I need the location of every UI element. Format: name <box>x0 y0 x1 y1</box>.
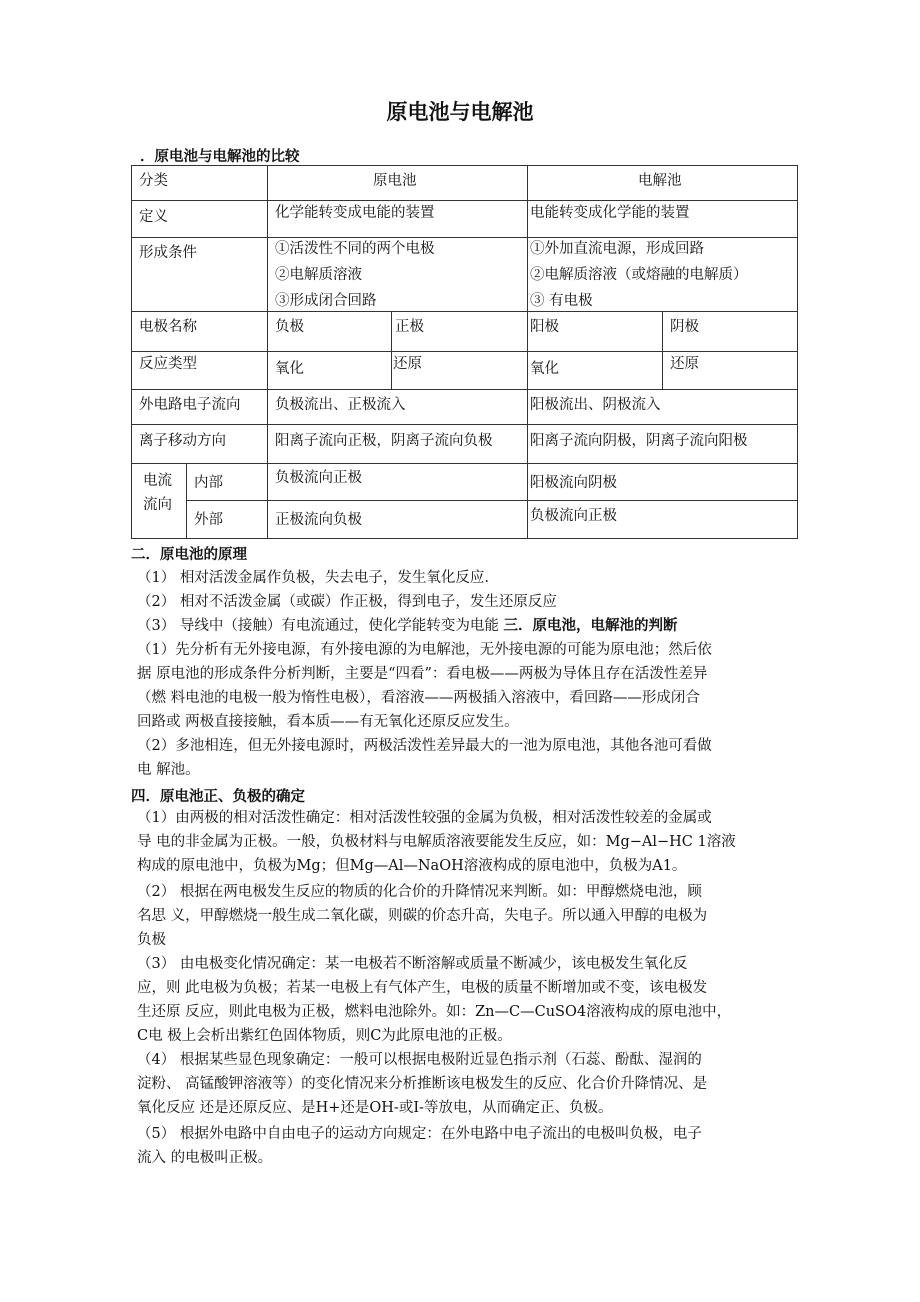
judgement-line-4: 回路或 两极直接接触，看本质——有无氧化还原反应发生。 <box>137 714 519 730</box>
principle-item-2: （2） 相对不活泼金属（或碳）作正极，得到电子，发生还原反应 <box>137 594 557 610</box>
galvanic-internal-current: 负极流向正极 <box>275 470 362 486</box>
electrolytic-internal-current: 阳极流向阴极 <box>530 475 617 491</box>
electrode-line-5: 名思 义，甲醇燃烧一般生成二氧化碳，则碳的价态升高，失电子。所以通入甲醇的电极为 <box>137 908 708 924</box>
page-title: 原电池与电解池 <box>386 100 534 124</box>
principle-line-3 <box>137 614 677 638</box>
electrode-line-6: 负极 <box>137 932 166 948</box>
electrolytic-ion-movement: 阳离子流向阴极，阴离子流向阳极 <box>530 433 748 449</box>
electrolytic-condition-2: ②电解质溶液（或熔融的电解质） <box>530 267 748 283</box>
electrode-line-15: 流入 的电极叫正极。 <box>137 1150 273 1166</box>
section-heading-comparison: ．原电池与电解池的比较 <box>140 149 300 165</box>
electrode-line-11: （4） 根据某些显色现象确定：一般可以根据电极附近显色指示剂（石蕊、酚酞、湿润的 <box>137 1052 702 1068</box>
galvanic-ion-movement: 阳离子流向正极，阴离子流向负极 <box>275 433 493 449</box>
section-heading-judgement: 三．原电池，电解池的判断 <box>503 618 678 634</box>
row-label-electrode-names: 电极名称 <box>139 319 197 335</box>
section-heading-electrodes: 四．原电池正、负极的确定 <box>131 789 305 805</box>
electrode-line-14: （5） 根据外电路中自由电子的运动方向规定：在外电路中电子流出的电极叫负极，电子 <box>137 1126 702 1142</box>
sublabel-external: 外部 <box>194 512 223 528</box>
judgement-line-2: 据 原电池的形成条件分析判断，主要是“四看”：看电极——两极为导体且存在活泼性差异 <box>137 666 708 682</box>
judgement-line-1: （1）先分析有无外接电源，有外接电源的为电解池，无外接电源的可能为原电池；然后依 <box>137 642 712 658</box>
galvanic-cathode-reaction: 还原 <box>393 356 422 372</box>
judgement-line-3: （燃 料电池的电极一般为惰性电极），看溶液——两极插入溶液中，看回路——形成闭合 <box>137 690 700 706</box>
electrolytic-condition-1: ①外加直流电源，形成回路 <box>530 241 704 257</box>
judgement-line-5: （2）多池相连，但无外接电源时，两极活泼性差异最大的一池为原电池，其他各池可看做 <box>137 738 712 754</box>
electrode-line-4: （2） 根据在两电极发生反应的物质的化合价的升降情况来判断。如：甲醇燃烧电池，顾 <box>137 884 702 900</box>
electrode-line-7: （3） 由电极变化情况确定：某一电极若不断溶解或质量不断减少，该电极发生氧化反 <box>137 956 688 972</box>
electrolytic-anode-name: 阳极 <box>530 319 559 335</box>
electrode-line-2: 导 电的非金属为正极。一般，负极材料与电解质溶液要能发生反应，如：Mg−Al−HC 1溶液 <box>137 834 736 850</box>
electrolytic-cathode-name: 阴极 <box>670 319 699 335</box>
electrolytic-anode-reaction: 氧化 <box>530 361 559 377</box>
principle-item-3: （3） 导线中（接触）有电流通过，使化学能转变为电能 <box>137 618 499 634</box>
electrode-line-1: （1）由两极的相对活泼性确定：相对活泼性较强的金属为负极，相对活泼性较差的金属或 <box>137 810 712 826</box>
table-header-galvanic: 原电池 <box>373 173 417 189</box>
row-label-ion-movement: 离子移动方向 <box>139 433 226 449</box>
electrode-line-13: 氧化反应 还是还原反应、是H+还是OH-或I-等放电，从而确定正、负极。 <box>137 1100 613 1116</box>
row-label-conditions: 形成条件 <box>139 245 197 261</box>
galvanic-external-current: 正极流向负极 <box>275 512 362 528</box>
electrode-line-10: C电 极上会析出紫红色固体物质，则C为此原电池的正极。 <box>137 1028 512 1044</box>
principle-item-1: （1） 相对活泼金属作负极，失去电子，发生氧化反应. <box>137 570 489 586</box>
galvanic-definition: 化学能转变成电能的装置 <box>275 205 435 221</box>
row-label-electron-flow: 外电路电子流向 <box>139 397 241 413</box>
row-label-definition: 定义 <box>139 209 168 225</box>
electrode-line-12: 淀粉、 高锰酸钾溶液等）的变化情况来分析推断该电极发生的反应、化合价升降情况、是 <box>137 1076 708 1092</box>
galvanic-condition-1: ①活泼性不同的两个电极 <box>275 241 435 257</box>
judgement-line-6: 电 解池。 <box>137 762 200 778</box>
table-header-category: 分类 <box>139 173 168 189</box>
electrode-line-8: 应，则 此电极为负极；若某一电极上有气体产生，电极的质量不断增加或不变，该电极发 <box>137 980 708 996</box>
electrode-line-3: 构成的原电池中，负极为Mg；但Mg—Al—NaOH溶液构成的原电池中，负极为A1。 <box>137 858 687 874</box>
electrolytic-condition-3: ③ 有电极 <box>530 293 593 309</box>
galvanic-condition-3: ③形成闭合回路 <box>275 293 377 309</box>
table-header-electrolytic: 电解池 <box>638 173 682 189</box>
galvanic-anode-reaction: 氧化 <box>275 361 304 377</box>
electrolytic-definition: 电能转变成化学能的装置 <box>530 205 690 221</box>
galvanic-cathode-name: 正极 <box>395 319 424 335</box>
row-label-current-2: 流向 <box>143 497 172 513</box>
electrolytic-external-current: 负极流向正极 <box>530 508 617 524</box>
section-heading-principle: 二．原电池的原理 <box>131 547 247 563</box>
galvanic-electron-flow: 负极流出、正极流入 <box>275 397 406 413</box>
row-label-reaction-type: 反应类型 <box>139 356 197 372</box>
sublabel-internal: 内部 <box>194 475 223 491</box>
galvanic-anode-name: 负极 <box>275 319 304 335</box>
electrode-line-9: 生还原 反应，则此电极为正极，燃料电池除外。如：Zn—C—CuSO4溶液构成的原电池中， <box>137 1004 732 1020</box>
electrolytic-electron-flow: 阳极流出、阴极流入 <box>530 397 661 413</box>
electrolytic-cathode-reaction: 还原 <box>670 356 699 372</box>
galvanic-condition-2: ②电解质溶液 <box>275 267 362 283</box>
row-label-current-1: 电流 <box>143 473 172 489</box>
